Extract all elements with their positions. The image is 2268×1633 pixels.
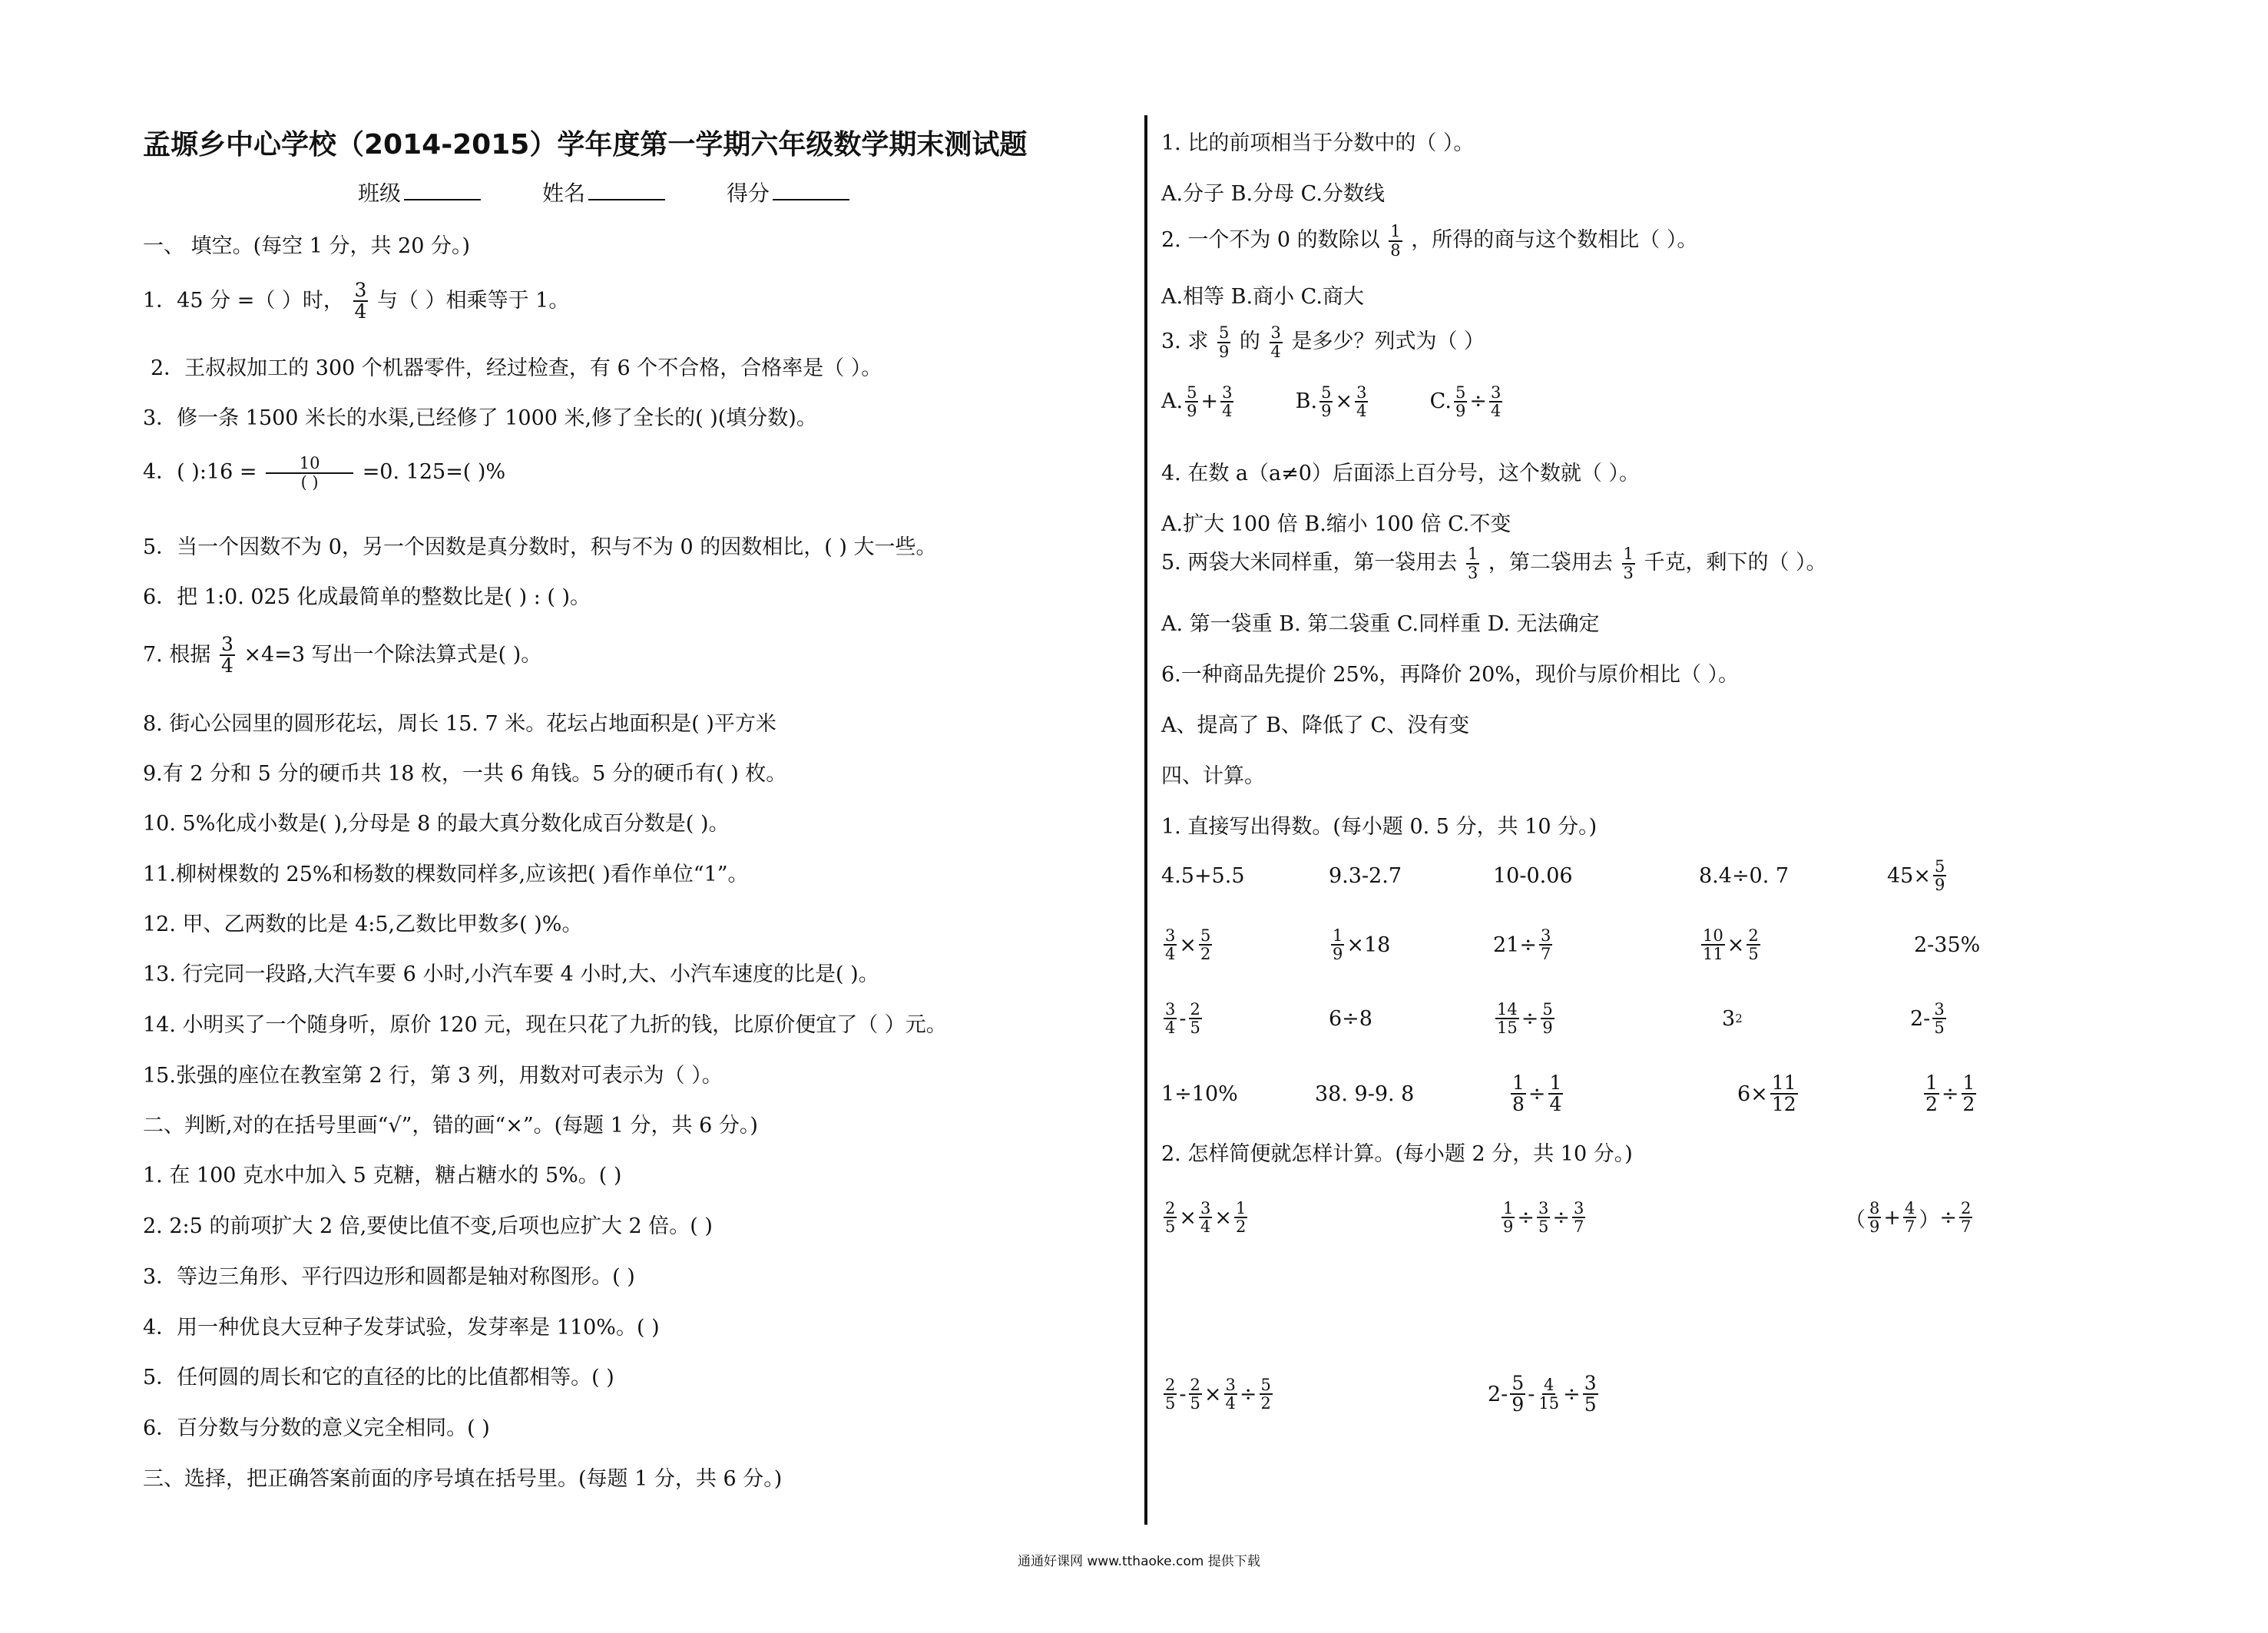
fraction [1539, 927, 1552, 962]
operator: ÷ [1239, 1382, 1257, 1406]
question-1 [143, 280, 569, 323]
frac-den: 2 [1236, 1217, 1247, 1236]
operator: × [1727, 932, 1745, 957]
frac-den: 9 [1934, 876, 1945, 894]
q7-text-a: 7. 根据 [143, 642, 211, 667]
frac-num: 5 [1511, 1371, 1525, 1394]
question-6: 6．把 1:0. 025 化成最简单的整数比是( ) : ( )。 [143, 585, 591, 609]
fraction [1502, 1200, 1515, 1235]
operator: - [1179, 1382, 1187, 1406]
section-2-heading: 二、判断,对的在括号里画“√”，错的画“×”。(每题 1 分，共 6 分。) [143, 1114, 758, 1138]
calc-item [1161, 922, 1214, 968]
choice-6-options: A、提高了 B、降低了 C、没有变 [1161, 714, 1470, 737]
frac-num: 3 [354, 279, 367, 301]
frac-num: 5 [1260, 1375, 1271, 1394]
frac-num: 3 [1934, 999, 1945, 1019]
section-1-heading: 一、 填空。(每空 1 分，共 20 分。) [143, 234, 471, 258]
calc-item: 8.4÷0. 7 [1699, 863, 1790, 888]
option-b [1295, 383, 1371, 421]
choice-6: 6.一种商品先提价 25%，再降价 20%，现价与原价相比（ ）。 [1161, 663, 1740, 687]
frac-den: 4 [1225, 1394, 1236, 1413]
fraction [1537, 1376, 1561, 1412]
fraction [1466, 545, 1479, 581]
frac-num: 2 [1961, 1198, 1972, 1217]
operator: + [1200, 389, 1219, 413]
calc-item: 6÷8 [1329, 1006, 1372, 1031]
frac-num: 5 [1187, 383, 1197, 402]
calc-row-4 [1161, 1071, 2160, 1117]
frac-num: 3 [1225, 1375, 1236, 1394]
calc-item [1910, 995, 1948, 1042]
fraction [1217, 324, 1230, 359]
fraction [1932, 1001, 1945, 1036]
c2-text-a: 2. 一个不为 0 的数除以 [1161, 228, 1380, 252]
frac-den: 9 [1321, 402, 1332, 421]
frac-den: 9 [1455, 402, 1466, 421]
fraction [1355, 384, 1368, 419]
calc-text: 45× [1887, 863, 1931, 888]
score-field [727, 177, 849, 207]
paren-left: （ [1845, 1207, 1866, 1232]
operator: × [1179, 932, 1197, 957]
question-11: 11.柳树棵数的 25%和杨数的棵数同样多,应该把( )看作单位“1”。 [143, 863, 749, 886]
frac-num: 4 [1905, 1198, 1915, 1217]
frac-den: 4 [1165, 945, 1176, 963]
frac-den: 7 [1540, 945, 1551, 963]
frac-num: 3 [1540, 926, 1551, 945]
calc-item [1699, 922, 1763, 968]
calc-item: 4.5+5.5 [1161, 863, 1245, 888]
judge-4: 4．用一种优良大豆种子发芽试验，发芽率是 110%。( ) [143, 1316, 660, 1340]
choice-2 [1161, 223, 1697, 259]
fraction [1185, 384, 1198, 419]
frac-den: 7 [1574, 1217, 1584, 1236]
calc-text: 21÷ [1493, 932, 1537, 957]
frac-num: 1 [1390, 222, 1401, 241]
fraction [1510, 1373, 1525, 1416]
judge-1: 1. 在 100 克水中加入 5 克糖，糖占糖水的 5%。( ) [143, 1164, 622, 1187]
operator: ÷ [1521, 1006, 1539, 1031]
score-label: 得分 [727, 181, 770, 206]
fraction [1189, 1001, 1202, 1036]
frac-num: 1 [1925, 1071, 1938, 1094]
frac-den: 2 [1962, 1093, 1975, 1115]
frac-den: 5 [1165, 1394, 1176, 1413]
calc-item: 2-35% [1914, 932, 1981, 957]
question-10: 10. 5%化成小数是( ),分母是 8 的最大真分数化成百分数是( )。 [143, 812, 730, 836]
calc-row-1 [1161, 853, 2160, 899]
fraction [1234, 1200, 1247, 1235]
frac-num: 1 [1549, 1071, 1562, 1094]
judge-3: 3．等边三角形、平行四边形和圆都是轴对称图形。( ) [143, 1265, 635, 1289]
choice-5 [1161, 545, 1827, 581]
question-14: 14. 小明买了一个随身听，原价 120 元，现在只花了九折的钱，比原价便宜了（ ）元。 [143, 1013, 947, 1037]
frac-den: 15 [1497, 1019, 1518, 1037]
frac-num: 5 [1200, 926, 1211, 945]
calc-2-heading: 2. 怎样简便就怎样计算。(每小题 2 分，共 10 分。) [1161, 1142, 1633, 1166]
frac-den: 4 [1165, 1019, 1176, 1037]
frac-num: 2 [1748, 926, 1759, 945]
calc-text: 2- [1488, 1382, 1508, 1406]
frac-den: 3 [1467, 563, 1478, 582]
operator: - [1179, 1006, 1187, 1031]
frac-den: 5 [1934, 1019, 1945, 1037]
frac-num: 3 [1538, 1198, 1549, 1217]
c3-text-mid: 的 [1239, 330, 1260, 353]
frac-num: 10 [1703, 926, 1723, 945]
choice-4: 4. 在数 a（a≠0）后面添上百分号，这个数就（ ）。 [1161, 462, 1641, 485]
fraction [1270, 324, 1283, 359]
c5-text-b: ，第二袋用去 [1488, 551, 1613, 575]
frac-den: ( ) [300, 472, 319, 492]
frac-num: 3 [220, 633, 233, 655]
question-7 [143, 634, 541, 677]
question-4 [143, 455, 505, 491]
score-blank [773, 199, 849, 200]
fraction [1962, 1073, 1977, 1115]
calc-item [1922, 1071, 1978, 1117]
frac-den: 5 [1165, 1217, 1176, 1236]
fraction [1903, 1200, 1916, 1235]
choice-3-options [1161, 384, 1505, 419]
option-c-label: C. [1429, 389, 1452, 413]
question-13: 13. 行完同一段路,大汽车要 6 小时,小汽车要 4 小时,大、小汽车速度的比是( )。 [143, 962, 879, 986]
operator: ÷ [1528, 1081, 1546, 1106]
fraction [1572, 1200, 1585, 1235]
calc-item [1493, 995, 1557, 1042]
frac-num: 14 [1497, 999, 1518, 1019]
frac-den: 5 [1538, 1217, 1549, 1236]
frac-num: 3 [1584, 1371, 1597, 1394]
frac-num: 1 [1962, 1071, 1975, 1094]
operator: ÷ [1941, 1081, 1959, 1106]
frac-num: 3 [1222, 383, 1233, 402]
calc-item [1329, 922, 1390, 968]
q1-text-b: 与（ ）相乘等于 1。 [377, 288, 570, 313]
fraction [220, 634, 235, 677]
fraction [1454, 384, 1467, 419]
frac-num: 2 [1190, 1375, 1200, 1394]
frac-den: 9 [1218, 342, 1230, 361]
frac-den: 4 [1490, 402, 1502, 421]
frac-den: 9 [1187, 402, 1197, 421]
calc-item: 9.3-2.7 [1329, 863, 1402, 888]
judge-2: 2. 2:5 的前项扩大 2 倍,要使比值不变,后项也应扩大 2 倍。( ) [143, 1214, 713, 1238]
frac-num: 1 [1512, 1071, 1525, 1094]
operator: - [1528, 1382, 1535, 1406]
question-5: 5．当一个因数不为 0，另一个因数是真分数时，积与不为 0 的因数相比，( ) 大一些。 [143, 535, 937, 559]
fraction [1189, 1376, 1202, 1412]
calc-text: 2- [1910, 1006, 1931, 1031]
calc-item: 10-0.06 [1493, 863, 1573, 888]
frac-den: 2 [1925, 1093, 1938, 1115]
frac-den: 2 [1200, 945, 1211, 963]
frac-num: 3 [1490, 383, 1502, 402]
frac-den: 2 [1260, 1394, 1271, 1413]
calc-1-heading: 1. 直接写出得数。(每小题 0. 5 分，共 10 分。) [1161, 815, 1598, 839]
frac-num: 2 [1165, 1198, 1176, 1217]
student-info [358, 177, 849, 207]
frac-num: 3 [1165, 926, 1176, 945]
frac-num: 8 [1869, 1198, 1880, 1217]
frac-den: 4 [1200, 1217, 1211, 1236]
frac-num: 5 [1455, 383, 1466, 402]
frac-num: 1 [1333, 926, 1343, 945]
operator: × [1204, 1382, 1222, 1406]
frac-den: 4 [1549, 1093, 1562, 1115]
fraction [1164, 1001, 1177, 1036]
calc-item: 1÷10% [1161, 1081, 1238, 1106]
q1-text-a: 1．45 分 =（ ）时， [143, 288, 344, 313]
operator: × [1179, 1205, 1197, 1230]
frac-den: 5 [1748, 945, 1759, 963]
fraction [1220, 384, 1233, 419]
operator: ÷ [1517, 1205, 1535, 1230]
name-label: 姓名 [542, 181, 586, 206]
name-blank [588, 199, 665, 200]
simplify-row-1 [1161, 1194, 2160, 1240]
operator: ÷ [1563, 1382, 1581, 1406]
frac-den: 8 [1390, 240, 1401, 260]
frac-den: 4 [354, 300, 367, 323]
fraction [1933, 858, 1946, 893]
frac-num: 4 [1544, 1375, 1554, 1394]
frac-den: 15 [1538, 1394, 1560, 1413]
frac-den: 5 [1584, 1393, 1597, 1416]
frac-num: 3 [1200, 1198, 1211, 1217]
frac-num: 3 [1270, 323, 1281, 343]
frac-num: 1 [1623, 545, 1634, 564]
frac-den: 3 [1623, 563, 1634, 582]
operator: ÷ [1939, 1205, 1957, 1230]
name-field [542, 177, 665, 207]
simplify-row-2 [1161, 1371, 2160, 1417]
fraction [1511, 1073, 1526, 1115]
calc-item [1493, 922, 1554, 968]
fraction [1924, 1073, 1939, 1115]
frac-num: 3 [1356, 383, 1367, 402]
fraction [1199, 1200, 1212, 1235]
frac-num: 1 [1236, 1198, 1247, 1217]
fraction [266, 455, 353, 490]
judge-6: 6．百分数与分数的意义完全相同。( ) [143, 1416, 490, 1440]
frac-den: 9 [1869, 1217, 1880, 1236]
section-3-heading: 三、选择，把正确答案前面的序号填在括号里。(每题 1 分，共 6 分。) [143, 1467, 783, 1491]
question-3: 3．修一条 1500 米长的水渠,已经修了 1000 米,修了全长的( )(填分数)。 [143, 406, 817, 430]
operator: × [1335, 389, 1353, 413]
fraction [1489, 384, 1502, 419]
fraction [1495, 1001, 1519, 1036]
calc-item [1887, 853, 1948, 899]
question-2: 2．王叔叔加工的 300 个机器零件，经过检查，有 6 个不合格，合格率是（ ）。 [151, 356, 882, 380]
frac-num: 3 [1165, 999, 1176, 1019]
operator: ÷ [1469, 389, 1487, 413]
paren-right: ） [1919, 1207, 1940, 1232]
frac-den: 4 [220, 654, 233, 677]
c5-text-a: 5. 两袋大米同样重，第一袋用去 [1161, 551, 1458, 575]
column-divider [1144, 115, 1147, 1525]
fraction [1541, 1001, 1554, 1036]
choice-1: 1. 比的前项相当于分数中的（ ）。 [1161, 131, 1475, 155]
choice-4-options: A.扩大 100 倍 B.缩小 100 倍 C.不变 [1161, 512, 1511, 536]
frac-den: 5 [1190, 1394, 1200, 1413]
q7-text-b: ×4=3 写出一个除法算式是( )。 [243, 642, 542, 667]
frac-den: 9 [1503, 1217, 1514, 1236]
frac-den: 8 [1512, 1093, 1525, 1115]
fraction [1868, 1200, 1881, 1235]
calc-item [1499, 1194, 1588, 1240]
fraction [1331, 927, 1344, 962]
frac-den: 4 [1270, 342, 1281, 361]
calc-item [1508, 1071, 1565, 1117]
question-8: 8. 街心公园里的圆形花坛，周长 15. 7 米。花坛占地面积是( )平方米 [143, 712, 776, 736]
option-a [1161, 383, 1236, 421]
class-blank [404, 199, 481, 200]
operator: × [1214, 1205, 1232, 1230]
frac-den: 9 [1511, 1393, 1525, 1416]
fraction [1747, 927, 1760, 962]
calc-item [1737, 1071, 1800, 1117]
operator: + [1883, 1205, 1901, 1230]
frac-num: 3 [1574, 1198, 1584, 1217]
frac-den: 12 [1771, 1093, 1796, 1115]
frac-num: 5 [1934, 856, 1945, 876]
frac-den: 5 [1190, 1019, 1200, 1037]
question-9: 9.有 2 分和 5 分的硬币共 18 枚，一共 6 角钱。5 分的硬币有( ) 枚。 [143, 762, 787, 786]
frac-num: 5 [1542, 999, 1553, 1019]
question-15: 15.张强的座位在教室第 2 行，第 3 列，用数对可表示为（ ）。 [143, 1064, 723, 1088]
c3-text-a: 3. 求 [1161, 330, 1209, 353]
calc-item [1161, 995, 1204, 1042]
class-label: 班级 [358, 181, 402, 206]
option-c [1429, 383, 1505, 421]
frac-den: 9 [1333, 945, 1343, 963]
fraction [353, 280, 369, 323]
choice-2-options: A.相等 B.商小 C.商大 [1161, 285, 1364, 309]
footer-credit: 通通好课网 www.tthaoke.com 提供下载 [1018, 1554, 1260, 1569]
frac-num: 5 [1218, 323, 1230, 343]
fraction [1537, 1200, 1550, 1235]
frac-num: 1 [1467, 545, 1478, 564]
choice-1-options: A.分子 B.分母 C.分数线 [1161, 182, 1385, 206]
c2-text-b: ，所得的商与这个数相比（ ）。 [1411, 228, 1698, 252]
calc-row-3 [1161, 995, 2160, 1042]
option-b-label: B. [1295, 389, 1318, 413]
frac-num: 1 [1503, 1198, 1514, 1217]
calc-item [1488, 1371, 1601, 1417]
calc-text: 3 [1722, 1006, 1736, 1031]
frac-den: 11 [1703, 945, 1723, 963]
section-4-heading: 四、计算。 [1161, 764, 1265, 788]
calc-item [1722, 995, 1743, 1042]
fraction [1770, 1073, 1798, 1115]
fraction [1199, 927, 1212, 962]
fraction [1164, 927, 1177, 962]
fraction [1164, 1376, 1177, 1412]
choice-5-options: A. 第一袋重 B. 第二袋重 C.同样重 D. 无法确定 [1161, 612, 1600, 636]
class-field [358, 177, 481, 207]
fraction [1622, 545, 1635, 581]
question-12: 12. 甲、乙两数的比是 4:5,乙数比甲数多( )%。 [143, 913, 583, 936]
operator: ÷ [1552, 1205, 1570, 1230]
fraction [1224, 1376, 1237, 1412]
frac-num: 11 [1771, 1071, 1796, 1094]
calc-item [1845, 1194, 1975, 1240]
exam-title: 孟塬乡中心学校（2014-2015）学年度第一学期六年级数学期末测试题 [143, 129, 1028, 161]
calc-item: 38. 9-9. 8 [1315, 1081, 1415, 1106]
frac-num: 10 [266, 455, 353, 473]
fraction [1319, 384, 1333, 419]
frac-den: 9 [1542, 1019, 1553, 1037]
calc-text: 6× [1737, 1081, 1768, 1106]
q4-text-b: =0. 125=( )% [362, 460, 506, 484]
choice-3 [1161, 324, 1485, 360]
c5-text-c: 千克，剩下的（ ）。 [1644, 551, 1827, 575]
fraction [1959, 1200, 1972, 1235]
calc-row-2 [1161, 922, 2160, 968]
calc-item [1161, 1371, 1275, 1417]
calc-item [1161, 1194, 1250, 1240]
fraction [1548, 1073, 1564, 1115]
q4-text-a: 4．( ):16 = [143, 460, 257, 484]
frac-den: 7 [1961, 1217, 1972, 1236]
fraction [1583, 1373, 1598, 1416]
exponent: 2 [1735, 1012, 1743, 1025]
frac-den: 7 [1905, 1217, 1915, 1236]
c3-text-b: 是多少？列式为（ ） [1291, 330, 1485, 353]
frac-num: 2 [1165, 1375, 1176, 1394]
frac-num: 5 [1321, 383, 1332, 402]
fraction [1389, 223, 1402, 258]
judge-5: 5．任何圆的周长和它的直径的比的比值都相等。( ) [143, 1366, 614, 1390]
frac-den: 4 [1222, 402, 1233, 421]
fraction [1701, 927, 1725, 962]
calc-text: ×18 [1346, 932, 1391, 957]
option-a-label: A. [1161, 389, 1184, 413]
fraction [1260, 1376, 1273, 1412]
frac-den: 4 [1356, 402, 1367, 421]
frac-num: 2 [1190, 999, 1200, 1019]
fraction [1164, 1200, 1177, 1235]
